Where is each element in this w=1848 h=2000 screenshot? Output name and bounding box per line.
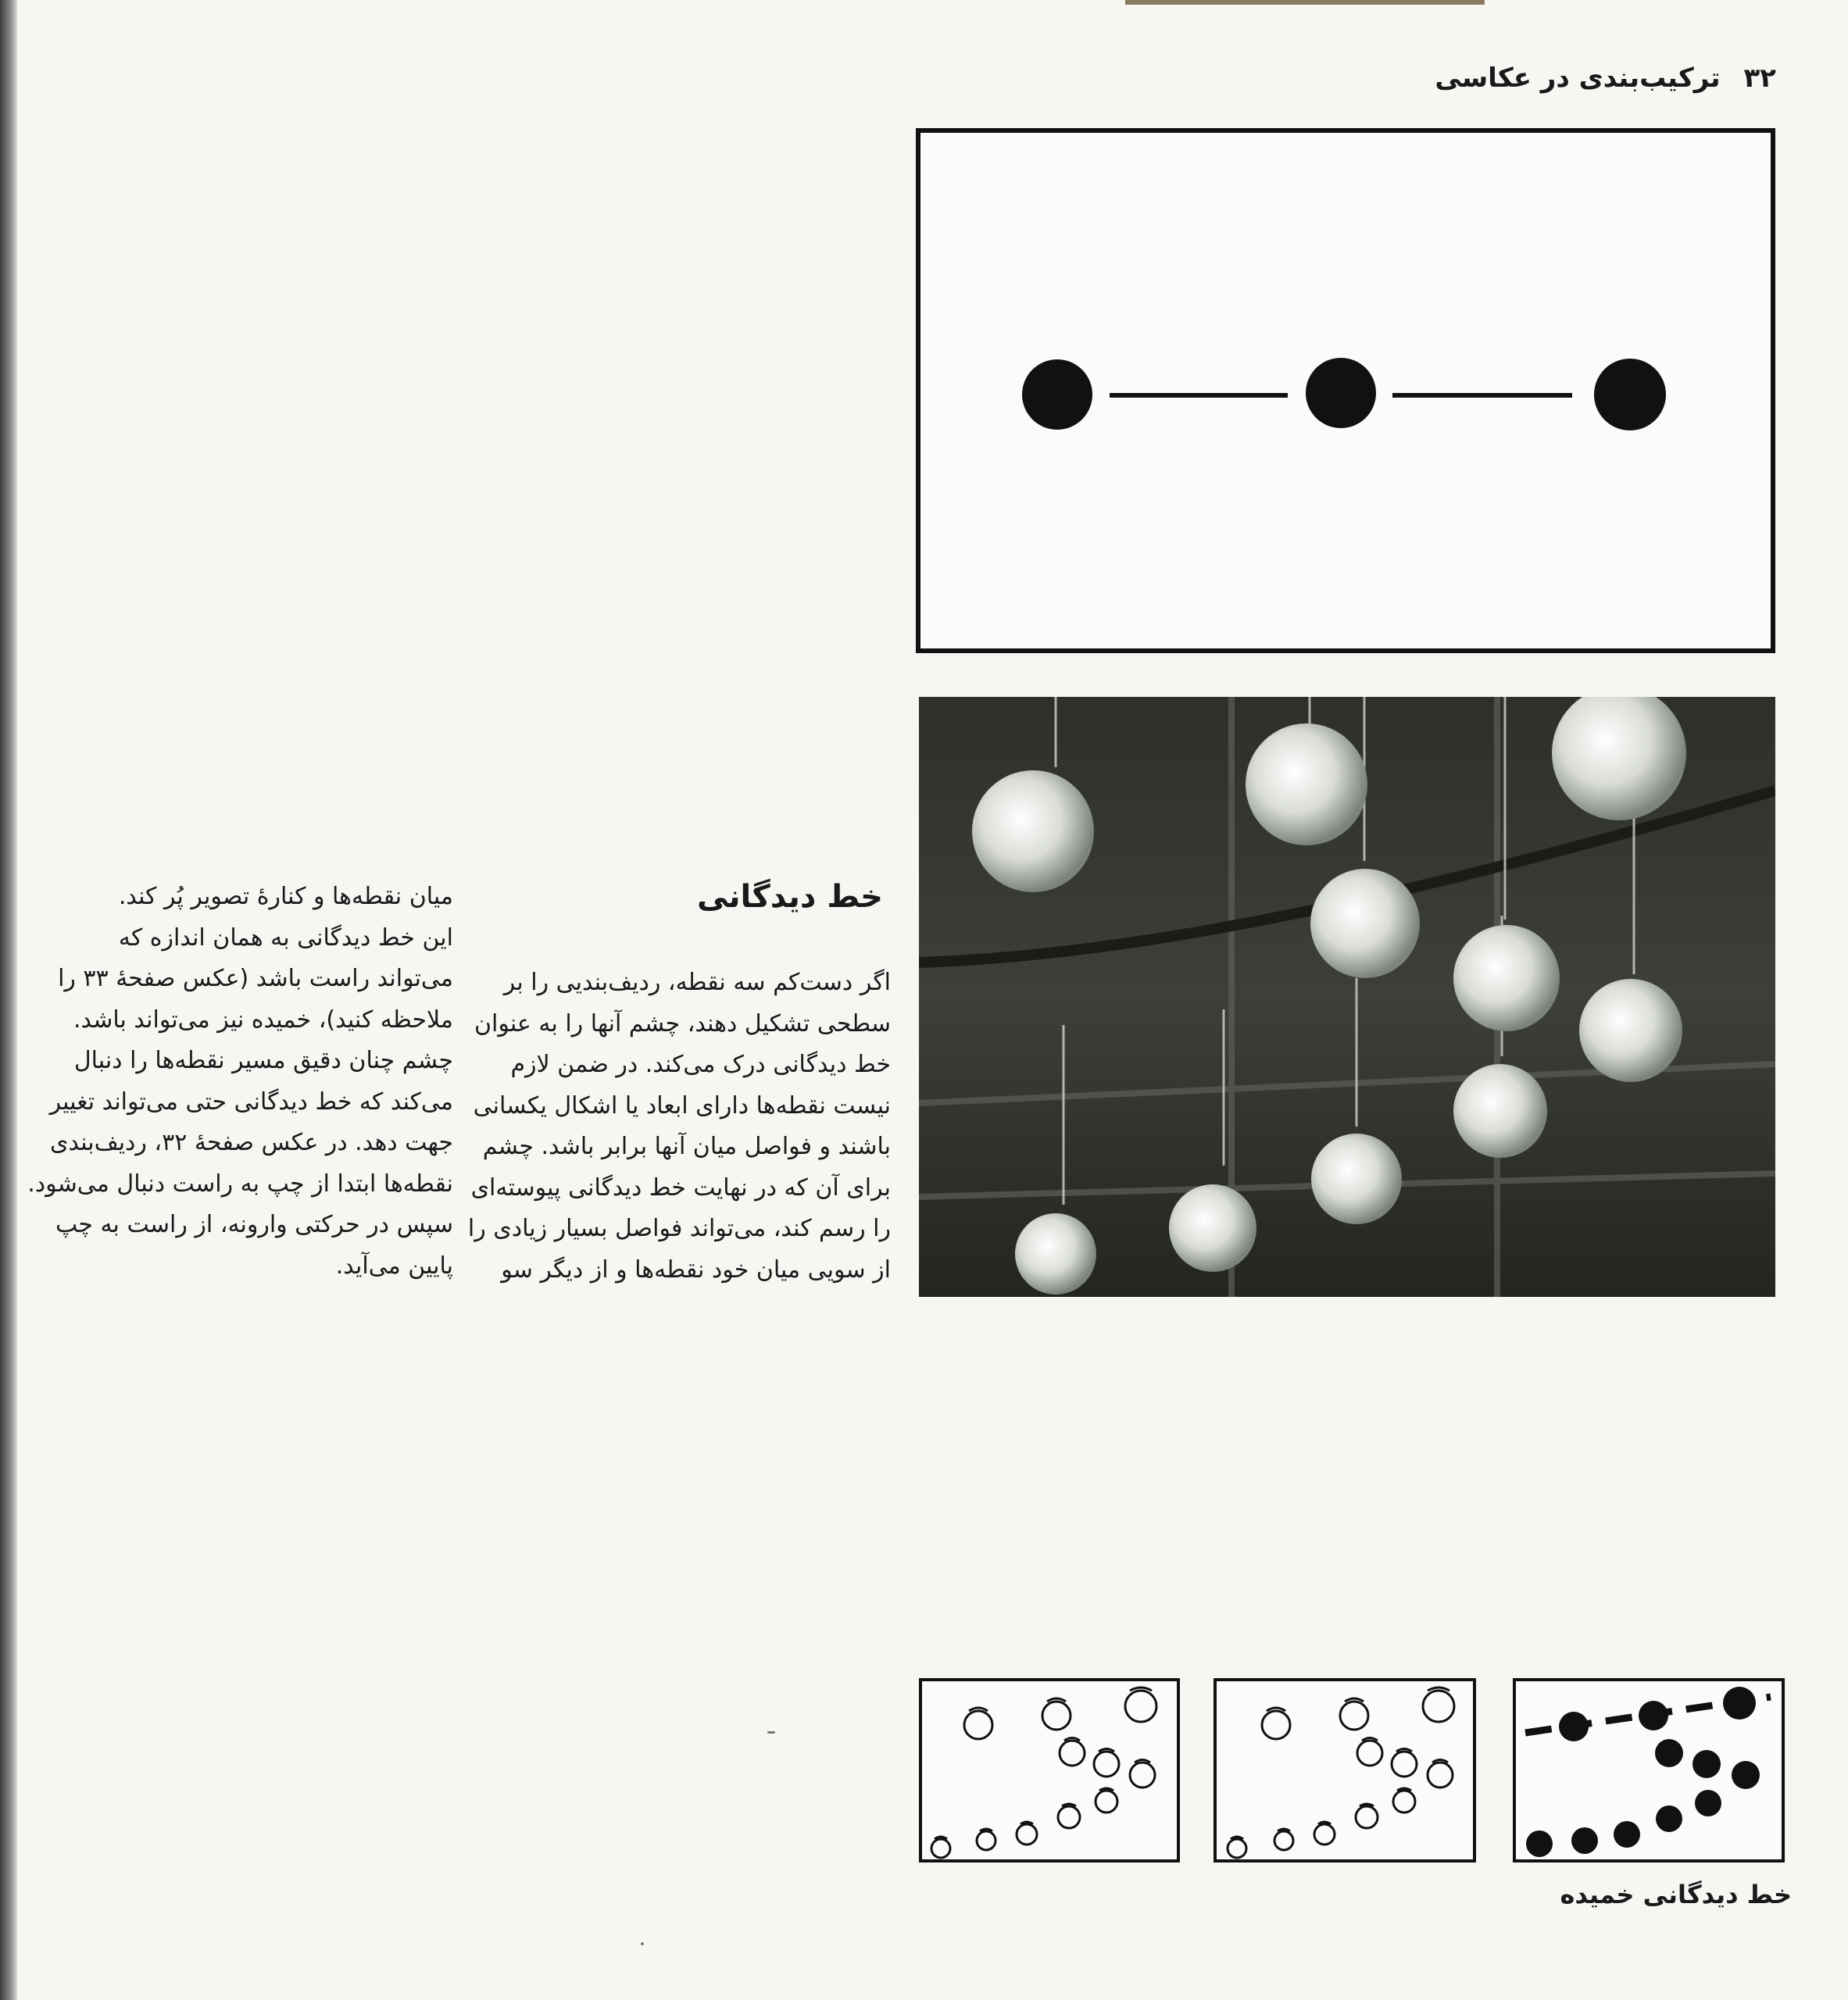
body-text-column-b [27, 877, 453, 1287]
text-line: جهت دهد. در عکس صفحهٔ ۳۲، ردیف‌بندی [50, 1129, 453, 1156]
section-heading: خط دیدگانی [696, 879, 883, 915]
print-speck [641, 1942, 644, 1945]
book-spine-shadow [0, 0, 17, 2000]
text-line: سطحی تشکیل دهند، چشم آنها را به عنوان [474, 1009, 891, 1038]
lamp-outline-thumbnail-1 [919, 1678, 1180, 1862]
text-line: می‌تواند راست باشد (عکس صفحهٔ ۳۳ را [58, 965, 453, 992]
text-line: پایین می‌آید. [335, 1252, 453, 1280]
text-line: خط دیدگانی درک می‌کند. در ضمن لازم [510, 1051, 891, 1078]
text-line: میان نقطه‌ها و کنارهٔ تصویر پُر کند. [118, 883, 453, 910]
text-line: چشم چنان دقیق مسیر نقطه‌ها را دنبال [73, 1047, 453, 1074]
text-line: ملاحظه کنید)، خمیده نیز می‌تواند باشد. [73, 1005, 453, 1034]
print-speck [767, 1731, 775, 1734]
text-line: نقطه‌ها ابتدا از چپ به راست دنبال می‌شود. [27, 1170, 453, 1198]
figure-caption: خط دیدگانی خمیده [1560, 1880, 1792, 1909]
text-line: سپس در حرکتی وارونه، از راست به چپ [55, 1211, 453, 1238]
curved-line-dots-thumbnail [1513, 1678, 1785, 1862]
page-number: ۳۲ [1743, 62, 1776, 94]
dot-right [1594, 359, 1666, 430]
text-line: اگر دست‌کم سه نقطه، ردیف‌بندیی را بر [503, 969, 891, 996]
three-dot-line-diagram [916, 128, 1775, 653]
dot-middle [1306, 358, 1376, 428]
body-text-column-a [469, 962, 891, 1291]
text-line: را رسم کند، می‌تواند فواصل بسیار زیادی را [467, 1215, 891, 1242]
hanging-lamps-photo [919, 697, 1775, 1297]
page-top-edge [1125, 0, 1485, 5]
lamp-outline-thumbnail-2 [1214, 1678, 1476, 1862]
text-line: باشند و فواصل میان آنها برابر باشد. چشم [482, 1133, 891, 1160]
running-header [1435, 62, 1776, 94]
text-line: این خط دیدگانی به همان اندازه که [118, 923, 453, 952]
text-line: از سویی میان خود نقطه‌ها و از دیگر سو [501, 1255, 891, 1284]
text-line: برای آن که در نهایت خط دیدگانی پیوسته‌ای [470, 1173, 891, 1202]
dot-left [1022, 359, 1092, 430]
text-line: نیست نقطه‌ها دارای ابعاد یا اشکال یکسانی [473, 1091, 891, 1120]
text-line: می‌کند که خط دیدگانی حتی می‌تواند تغییر [49, 1088, 453, 1116]
running-title: ترکیب‌بندی در عکاسی [1435, 62, 1721, 94]
